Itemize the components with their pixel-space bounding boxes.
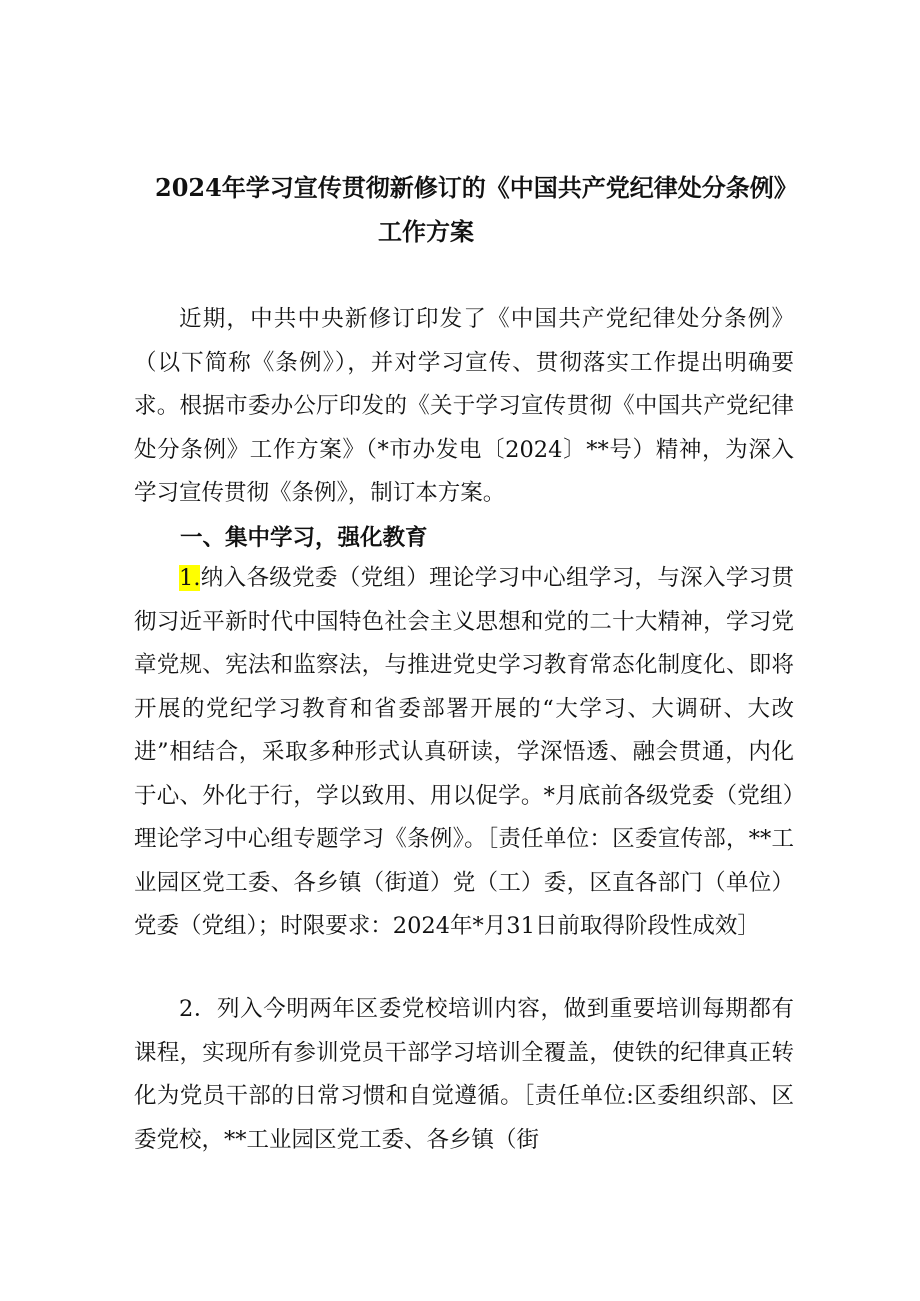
document-title-line-2: 工作方案 — [378, 217, 474, 246]
intro-paragraph: 近期，中共中央新修订印发了《中国共产党纪律处分条例》（以下简称《条例》），并对学习宣传、贯彻落实工作提出明确要求。根据市委办公厅印发的《关于学习宣传贯彻《中国共产党纪律处分条例》工作方案》（*市办发电〔2024〕**号）精神，为深入学习宣传贯彻《条例》，制订本方案。 — [134, 306, 794, 506]
item-1-number-highlight: 1. — [179, 565, 201, 591]
item-1-paragraph — [134, 557, 794, 949]
item-1-text: 纳入各级党委（党组）理论学习中心组学习，与深入学习贯彻习近平新时代中国特色社会主义思想和党的二十大精神，学习党章党规、宪法和监察法，与推进党史学习教育常态化制度化、即将开展的党纪学习教育和省委部署开展的“大学习、大调研、大改进”相结合，采取多种形式认真研读，学深悟透、融会贯通，内化于心、外化于行，学以致用、用以促学。*月底前各级党委（党组）理论学习中心组专题学习《条例》。［责任单位：区委宣传部，**工业园区党工委、各乡镇（街道）党（工）委，区直各部门（单位）党委（党组）；时限要求：2024年*月31日前取得阶段性成效］ — [134, 565, 794, 939]
item-2-paragraph: 2．列入今明两年区委党校培训内容，做到重要培训每期都有课程，实现所有参训党员干部学习培训全覆盖，使铁的纪律真正转化为党员干部的日常习惯和自觉遵循。［责任单位:区委组织部、区委党校，**工业园区党工委、各乡镇（街 — [134, 996, 794, 1153]
section-1-heading: 一、集中学习，强化教育 — [180, 525, 428, 551]
document-title-line-1: 2024年学习宣传贯彻新修订的《中国共产党纪律处分条例》 — [155, 173, 798, 202]
